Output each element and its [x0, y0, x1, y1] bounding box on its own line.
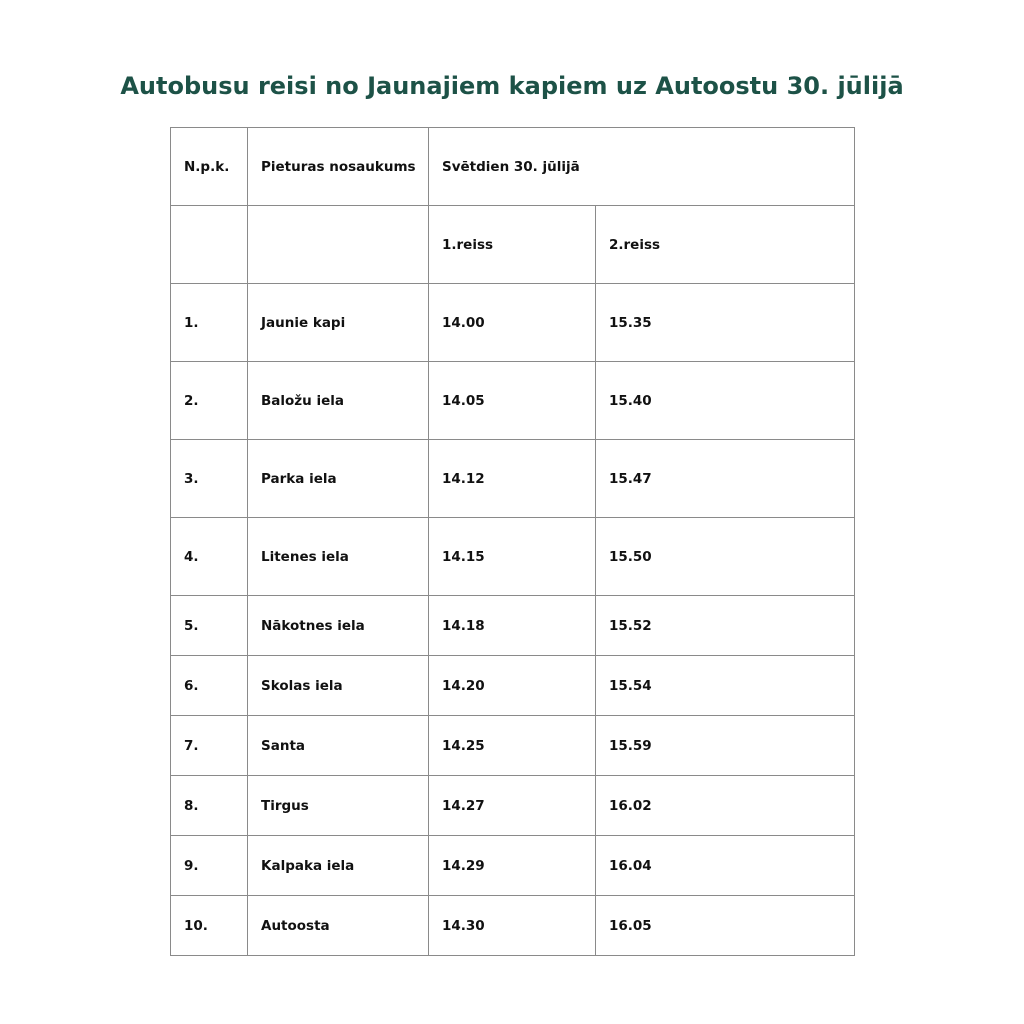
row-trip2: 15.40 [596, 362, 855, 440]
row-trip2: 15.59 [596, 716, 855, 776]
row-npk: 5. [171, 596, 248, 656]
row-npk: 6. [171, 656, 248, 716]
row-npk: 2. [171, 362, 248, 440]
table-row [171, 896, 855, 956]
row-stop: Tirgus [248, 776, 429, 836]
row-trip1: 14.29 [429, 836, 596, 896]
row-trip2: 15.52 [596, 596, 855, 656]
row-trip1: 14.27 [429, 776, 596, 836]
row-stop: Jaunie kapi [248, 284, 429, 362]
header-stop-name: Pieturas nosaukums [248, 128, 429, 206]
table-row [171, 596, 855, 656]
row-trip1: 14.18 [429, 596, 596, 656]
row-trip2: 16.02 [596, 776, 855, 836]
subheader-trip1: 1.reiss [429, 206, 596, 284]
page-title: Autobusu reisi no Jaunajiem kapiem uz Autoostu 30. jūlijā [120, 72, 904, 100]
row-npk: 4. [171, 518, 248, 596]
row-stop: Skolas iela [248, 656, 429, 716]
table-row [171, 362, 855, 440]
row-npk: 1. [171, 284, 248, 362]
header-row [171, 128, 855, 206]
row-trip2: 16.04 [596, 836, 855, 896]
row-trip2: 15.47 [596, 440, 855, 518]
table-row [171, 284, 855, 362]
header-day: Svētdien 30. jūlijā [429, 128, 855, 206]
row-stop: Parka iela [248, 440, 429, 518]
row-npk: 8. [171, 776, 248, 836]
table-row [171, 656, 855, 716]
subheader-npk [171, 206, 248, 284]
table-row [171, 776, 855, 836]
subheader-row [171, 206, 855, 284]
subheader-trip2: 2.reiss [596, 206, 855, 284]
table-row [171, 440, 855, 518]
row-stop: Baložu iela [248, 362, 429, 440]
row-npk: 7. [171, 716, 248, 776]
table-body [171, 128, 855, 956]
row-trip1: 14.25 [429, 716, 596, 776]
table-row [171, 716, 855, 776]
row-stop: Santa [248, 716, 429, 776]
row-trip1: 14.30 [429, 896, 596, 956]
row-stop: Litenes iela [248, 518, 429, 596]
header-npk: N.p.k. [171, 128, 248, 206]
row-npk: 10. [171, 896, 248, 956]
row-trip1: 14.12 [429, 440, 596, 518]
subheader-stop-name [248, 206, 429, 284]
table-row [171, 518, 855, 596]
row-trip2: 15.35 [596, 284, 855, 362]
table-row [171, 836, 855, 896]
row-stop: Autoosta [248, 896, 429, 956]
row-trip2: 15.54 [596, 656, 855, 716]
row-trip1: 14.15 [429, 518, 596, 596]
row-trip1: 14.00 [429, 284, 596, 362]
row-trip1: 14.05 [429, 362, 596, 440]
bus-schedule-table [170, 127, 855, 956]
row-npk: 3. [171, 440, 248, 518]
row-npk: 9. [171, 836, 248, 896]
row-stop: Nākotnes iela [248, 596, 429, 656]
row-trip1: 14.20 [429, 656, 596, 716]
row-trip2: 16.05 [596, 896, 855, 956]
row-trip2: 15.50 [596, 518, 855, 596]
row-stop: Kalpaka iela [248, 836, 429, 896]
